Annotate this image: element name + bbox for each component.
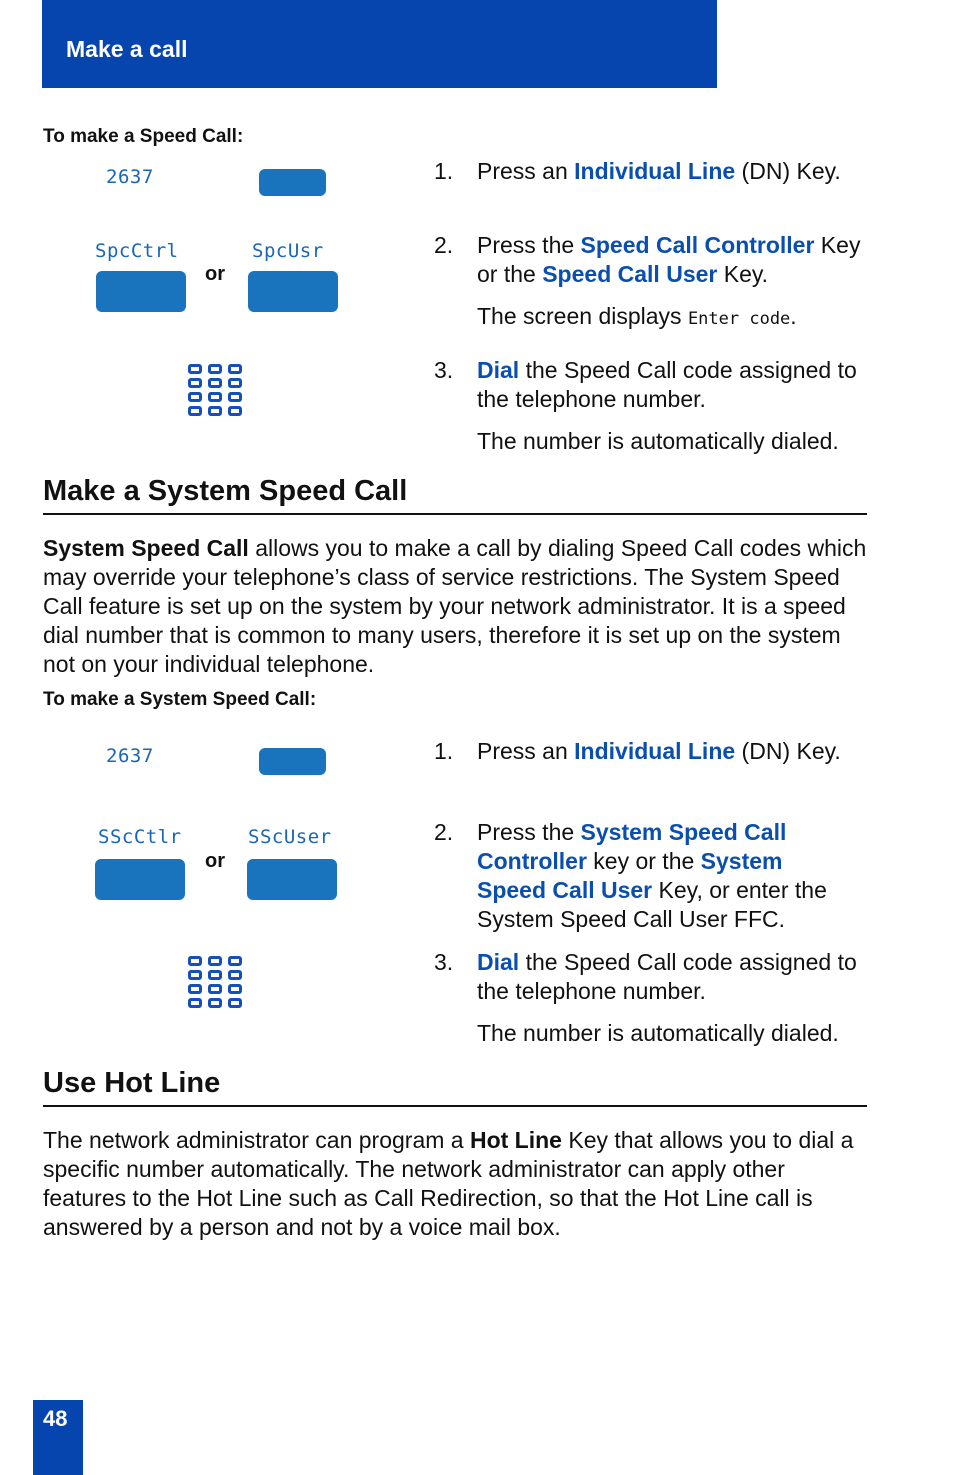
step-text-pre: Press an [477,738,575,764]
section-divider [43,513,867,515]
sscuser-key [247,859,337,900]
system-speed-call-subheading: To make a System Speed Call: [43,689,317,710]
description-text: allows you to make a call by dialing Speed Call codes which may override your telephone’s class of service restrictions. The System Speed Call feature is set up on the system by your network administrator. It is a speed dial number that is common to many users, therefore it is set up on the system not on your individual telephone. [43,535,867,677]
note-pre: The screen displays [477,303,688,329]
section-divider [43,1105,867,1107]
softkey-label-spcctrl: SpcCtrl [95,240,179,262]
page-number: 48 [43,1406,68,1431]
step-text-post: Key, or enter the System Speed Call User FFC. [477,877,827,932]
step-text-post: Key. [717,261,769,287]
individual-line-highlight: Individual Line [574,158,736,184]
description-pre: The network administrator can program a [43,1127,470,1153]
lcd-number: 2637 [106,745,154,767]
line-key [259,169,326,196]
step-number: 3. [434,357,454,383]
step-text [477,231,877,289]
individual-line-highlight: Individual Line [574,738,736,764]
note-post: . [790,303,797,329]
step-text-post: the Speed Call code assigned to the telephone number. [477,949,857,1004]
header-bar [42,0,717,88]
step-text-post: the Speed Call code assigned to the telephone number. [477,357,857,412]
step-number: 1. [434,738,454,764]
step-text-post: (DN) Key. [735,738,841,764]
softkey-label-ssectlr: SScCtlr [98,826,182,848]
system-speed-call-description [43,534,868,679]
spcusr-key [248,271,338,312]
step-text-pre: Press the [477,819,581,845]
page-number-box [33,1400,83,1475]
enter-code-display: Enter code [687,309,791,329]
step-number: 2. [434,232,454,258]
system-step-3-note: The number is automatically dialed. [477,1020,839,1046]
or-label: or [205,263,225,285]
speed-step-3-note: The number is automatically dialed. [477,428,839,454]
system-speed-call-controller-highlight: System Speed Call Controller [477,819,787,874]
chapter-title: Make a call [66,36,188,62]
step-text-mid: key or the [586,848,701,874]
description-post: Key that allows you to dial a specific number automatically. The network administrator can apply other features to the Hot Line such as Call Redirection, so that the Hot Line call is answered by a person and not by a voice mail box. [43,1127,854,1240]
system-speed-call-user-highlight: System Speed Call User [477,848,783,903]
hot-line-bold: Hot Line [469,1127,562,1153]
softkey-label-spcusr: SpcUsr [252,240,324,262]
step-number: 2. [434,819,454,845]
dialpad-icon [188,956,246,1014]
lcd-number: 2637 [106,166,154,188]
spcctrl-key [96,271,186,312]
step-text-mid: Key or the [477,232,861,287]
step-number: 3. [434,949,454,975]
step-text [477,818,857,934]
softkey-label-sscuser: SScUser [248,826,332,848]
system-speed-call-bold: System Speed Call [43,535,249,561]
step-text [477,737,877,766]
step-text [477,356,877,414]
speed-call-user-highlight: Speed Call User [542,261,718,287]
use-hot-line-title: Use Hot Line [43,1067,221,1099]
line-key [259,748,326,775]
speed-call-controller-highlight: Speed Call Controller [580,232,815,258]
step-text-post: (DN) Key. [735,158,841,184]
step-number: 1. [434,158,454,184]
dialpad-icon [188,364,246,422]
sscctlr-key [95,859,185,900]
step-text-pre: Press the [477,232,581,258]
step-text-pre: Press an [477,158,575,184]
or-label: or [205,850,225,872]
speed-call-subheading: To make a Speed Call: [43,126,244,147]
hot-line-description [43,1126,868,1242]
step-text [477,157,877,186]
dial-highlight: Dial [477,949,520,975]
speed-step-2-note [477,303,797,330]
system-speed-call-title: Make a System Speed Call [43,475,408,507]
dial-highlight: Dial [477,357,520,383]
step-text [477,948,877,1006]
